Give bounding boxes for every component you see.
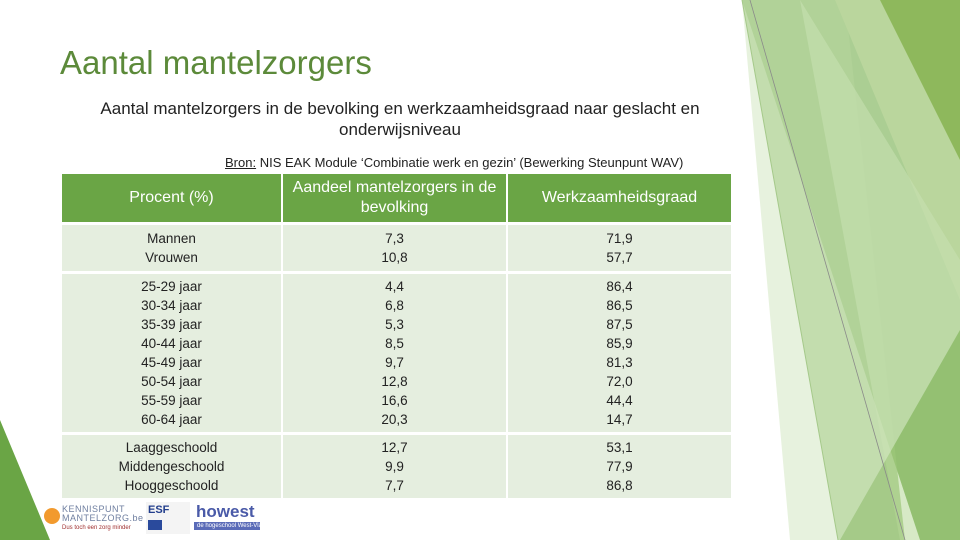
value-cell: 20,3 [381,412,408,427]
value-cell: 77,9 [606,459,633,474]
sun-icon [44,508,60,524]
value-cell: 12,7 [381,440,408,455]
howest-bar-text: de hogeschool West-Vlaanderen [197,523,284,529]
label-cell: 40-44 jaar [141,336,202,351]
label-cell: 55-59 jaar [141,393,202,408]
source-note [225,155,683,170]
eu-flag-icon [148,520,162,530]
value-cell: 81,3 [606,355,633,370]
value-cell: 9,9 [385,459,404,474]
aandeel-values [282,273,507,434]
row-labels [62,434,282,499]
table-header-row [62,174,731,224]
data-table [62,174,731,498]
label-cell: 45-49 jaar [141,355,202,370]
howest-text: howest [196,502,255,521]
label-cell: 60-64 jaar [141,412,202,427]
value-cell: 9,7 [385,355,404,370]
label-cell: Hooggeschoold [124,478,219,493]
value-cell: 16,6 [381,393,408,408]
aandeel-values [282,434,507,499]
value-cell: 6,8 [385,298,404,313]
esf-text: ESF [148,504,170,516]
value-cell: 14,7 [606,412,633,427]
label-cell: 30-34 jaar [141,298,202,313]
kenniscentrum-tagline: Dus toch een zorg minder [62,525,131,531]
value-cell: 71,9 [606,231,633,246]
value-cell: 86,5 [606,298,633,313]
row-labels [62,273,282,434]
howest-logo [194,502,284,532]
table-row-onderwijs [62,434,731,499]
value-cell: 7,7 [385,478,404,493]
kenniscentrum-line1: KENNISPUNT [62,504,126,514]
value-cell: 57,7 [606,250,633,265]
label-cell: Vrouwen [145,250,198,265]
werk-values [507,224,731,273]
kenniscentrum-logo [40,504,144,536]
value-cell: 4,4 [385,279,404,294]
esf-logo [146,502,190,534]
value-cell: 8,5 [385,336,404,351]
label-cell: Mannen [147,231,196,246]
source-text: NIS EAK Module ‘Combinatie werk en gezin’ (Bewerking Steunpunt WAV) [256,155,684,170]
table-row-geslacht [62,224,731,273]
label-cell: Laaggeschoold [125,440,218,455]
value-cell: 86,8 [606,478,633,493]
aandeel-values [282,224,507,273]
value-cell: 85,9 [606,336,633,351]
kenniscentrum-line2: MANTELZORG.be [62,513,144,523]
table-row-leeftijd [62,273,731,434]
howest-bar [194,522,284,530]
werk-values [507,434,731,499]
value-cell: 53,1 [606,440,633,455]
value-cell: 44,4 [606,393,633,408]
value-cell: 86,4 [606,279,633,294]
header-werkzaamheid: Werkzaamheidsgraad [507,174,731,224]
value-cell: 72,0 [606,374,633,389]
value-cell: 5,3 [385,317,404,332]
label-cell: 25-29 jaar [141,279,202,294]
row-labels [62,224,282,273]
label-cell: 50-54 jaar [141,374,202,389]
werk-values [507,273,731,434]
page-title: Aantal mantelzorgers [60,44,372,81]
source-label: Bron: [225,155,257,170]
header-aandeel: Aandeel mantelzorgers in de bevolking [282,174,507,224]
value-cell: 10,8 [381,250,408,265]
header-procent: Procent (%) [62,174,282,224]
label-cell: 35-39 jaar [141,317,202,332]
page-subtitle: Aantal mantelzorgers in de bevolking en werkzaamheidsgraad naar geslacht en onderwijsniveau [100,99,700,139]
value-cell: 12,8 [381,374,408,389]
value-cell: 7,3 [385,231,404,246]
label-cell: Middengeschoold [118,459,225,474]
value-cell: 87,5 [606,317,633,332]
